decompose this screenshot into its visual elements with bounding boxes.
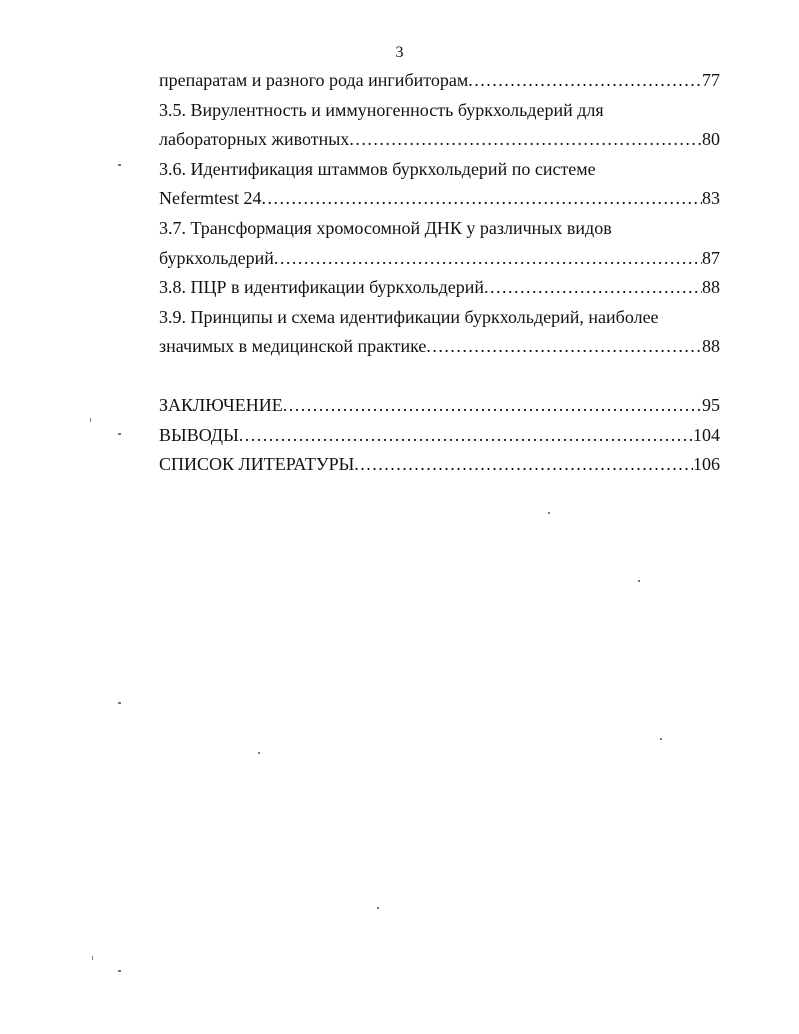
toc-entry-title: значимых в медицинской практике bbox=[159, 336, 427, 357]
toc-entry-title: СПИСОК ЛИТЕРАТУРЫ bbox=[159, 454, 355, 475]
toc-entry-page: 80 bbox=[702, 129, 720, 150]
toc-entry-page: 77 bbox=[702, 70, 720, 90]
toc-entry-title-line: 3.7. Трансформация хромосомной ДНК у различных видов bbox=[159, 217, 612, 238]
table-of-contents bbox=[159, 66, 720, 480]
toc-entry bbox=[159, 125, 720, 155]
scan-speck bbox=[118, 164, 121, 166]
toc-entry bbox=[159, 244, 720, 274]
toc-leader-dots bbox=[484, 273, 702, 303]
toc-leader-dots bbox=[468, 66, 702, 96]
toc-entry-page: 87 bbox=[702, 247, 720, 268]
scan-speck bbox=[118, 702, 121, 704]
toc-entry-title: лабораторных животных bbox=[159, 129, 350, 150]
toc-entry bbox=[159, 450, 720, 480]
toc-entry bbox=[159, 421, 720, 451]
scan-speck bbox=[90, 418, 91, 422]
toc-entry-page: 88 bbox=[702, 277, 720, 298]
toc-entry-page: 83 bbox=[702, 188, 720, 209]
toc-leader-dots bbox=[354, 450, 693, 480]
scan-speck bbox=[638, 580, 640, 582]
scan-speck bbox=[258, 752, 260, 754]
toc-leader-dots bbox=[261, 184, 702, 214]
toc-entry bbox=[159, 184, 720, 214]
toc-entry bbox=[159, 66, 720, 96]
scan-speck bbox=[660, 738, 662, 740]
toc-entry-title: ЗАКЛЮЧЕНИЕ bbox=[159, 394, 283, 415]
toc-entry bbox=[159, 391, 720, 421]
toc-entry-title-line: 3.5. Вирулентность и иммуногенность буркхольдерий для bbox=[159, 99, 604, 120]
scan-speck bbox=[118, 433, 121, 435]
section-gap bbox=[159, 362, 720, 391]
toc-entry-page: 104 bbox=[693, 424, 720, 445]
toc-entry-page: 95 bbox=[702, 394, 720, 415]
toc-leader-dots bbox=[283, 391, 702, 421]
toc-leader-dots bbox=[349, 125, 702, 155]
toc-entry-title-line: 3.6. Идентификация штаммов буркхольдерий по системе bbox=[159, 158, 596, 179]
scan-speck bbox=[548, 512, 550, 514]
toc-entry-page: 88 bbox=[702, 336, 720, 357]
toc-entry-title: буркхольдерий bbox=[159, 247, 274, 268]
page-number: 3 bbox=[395, 44, 404, 61]
toc-leader-dots bbox=[426, 332, 702, 362]
toc-leader-dots bbox=[274, 244, 702, 274]
toc-leader-dots bbox=[239, 421, 693, 451]
toc-entry-title: ВЫВОДЫ bbox=[159, 424, 239, 445]
scan-speck bbox=[118, 970, 121, 972]
toc-entry-title: препаратам и разного рода ингибиторам bbox=[159, 70, 469, 90]
toc-entry-title: Nefermtest 24 bbox=[159, 188, 262, 209]
scan-speck bbox=[377, 907, 379, 909]
toc-entry bbox=[159, 273, 720, 303]
toc-entry bbox=[159, 332, 720, 362]
scan-speck bbox=[92, 956, 93, 960]
toc-entry-title-line: 3.9. Принципы и схема идентификации буркхольдерий, наиболее bbox=[159, 306, 659, 327]
toc-entry-page: 106 bbox=[693, 454, 720, 475]
toc-entry-title: 3.8. ПЦР в идентификации буркхольдерий bbox=[159, 277, 484, 298]
